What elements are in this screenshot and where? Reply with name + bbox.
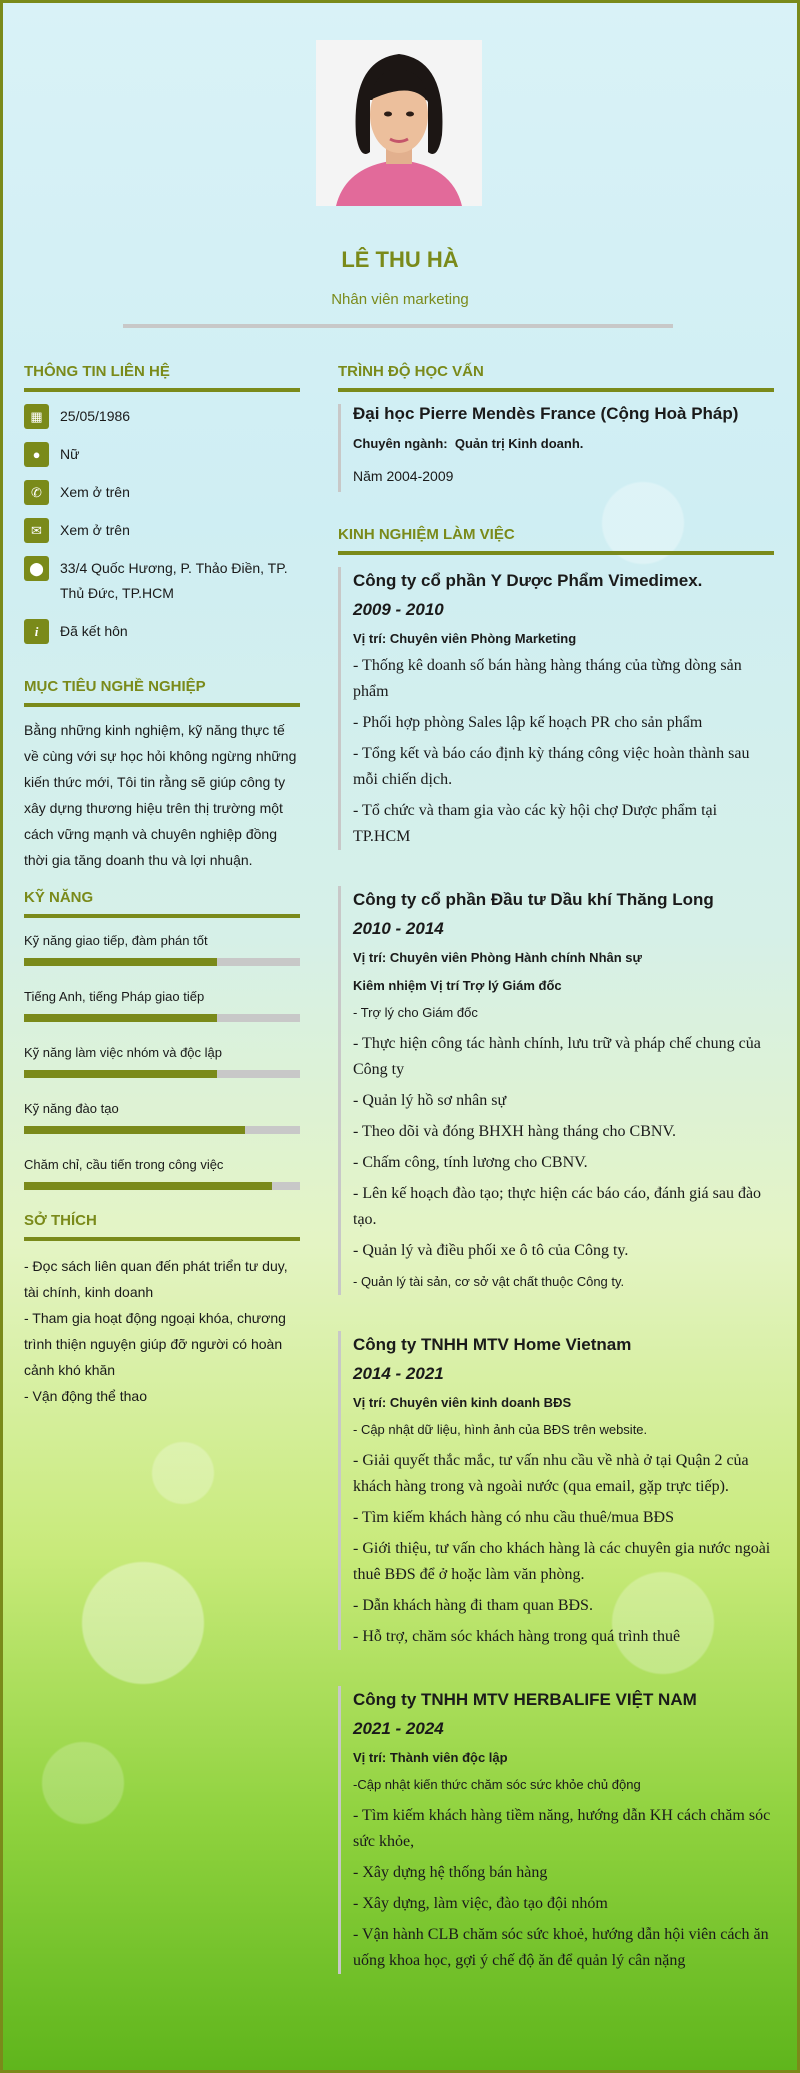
skill-bar [24,1182,300,1190]
user-icon: ● [24,442,49,467]
job-task: - Xây dựng hệ thống bán hàng [353,1864,548,1881]
job-task: - Xây dựng, làm việc, đào tạo đội nhóm [353,1895,608,1912]
contact-item [24,619,300,644]
job-task: - Quản lý hồ sơ nhân sự [353,1092,507,1109]
contact-item [24,518,300,543]
contact-item [24,480,300,505]
calendar-icon: ▦ [24,404,49,429]
header-divider [123,324,673,328]
left-column [24,363,300,1409]
email-icon: ✉ [24,518,49,543]
education-school: Đại học Pierre Mendès France (Cộng Hoà Pháp) [353,404,739,423]
job-role: Vị trí: Chuyên viên Phòng Marketing [353,631,577,646]
contact-text: 25/05/1986 [60,408,131,424]
experience-list [338,567,774,1974]
skill-bar-fill [24,1182,272,1190]
job-task: - Thống kê doanh số bán hàng hàng tháng của từng dòng sản phẩm [353,657,742,700]
job-task: - Tìm kiếm khách hàng có nhu cầu thuê/mua BĐS [353,1509,674,1526]
skill-bar [24,1126,300,1134]
job-company: Công ty TNHH MTV Home Vietnam [353,1335,632,1354]
experience-section-title: KINH NGHIỆM LÀM VIỆC [338,526,774,555]
contact-text: Nữ [60,446,80,462]
contact-item [24,404,300,429]
job-task: - Quản lý tài sản, cơ sở vật chất thuộc Công ty. [353,1274,625,1289]
candidate-name: LÊ THU HÀ [341,247,459,272]
job-task: - Dẫn khách hàng đi tham quan BĐS. [353,1597,593,1614]
skill-label: Tiếng Anh, tiếng Pháp giao tiếp [24,989,205,1004]
job-period: 2010 - 2014 [353,919,444,938]
education-major [353,434,774,454]
skills-section-title: KỸ NĂNG [24,889,300,918]
skill-bar-fill [24,1126,245,1134]
contact-text: Xem ở trên [60,484,130,500]
job-task: - Phối hợp phòng Sales lập kế hoạch PR cho sản phẩm [353,714,703,731]
job-entry [338,567,774,850]
job-task: - Tổ chức và tham gia vào các kỳ hội chợ Dược phẩm tại TP.HCM [353,802,718,845]
hobbies-section-title: SỞ THÍCH [24,1212,300,1241]
job-task: - Giới thiệu, tư vấn cho khách hàng là các chuyên gia nước ngoài thuê BĐS để ở hoặc làm văn phòng. [353,1540,771,1583]
contact-list [24,404,300,644]
phone-icon: ✆ [24,480,49,505]
job-task: - Tìm kiếm khách hàng tiềm năng, hướng dẫn KH cách chăm sóc sức khỏe, [353,1807,771,1850]
skill-bar-fill [24,958,217,966]
job-role: Vị trí: Chuyên viên kinh doanh BĐS [353,1395,572,1410]
education-major-label: Chuyên ngành: [353,436,448,451]
skill-item [24,986,300,1022]
skills-list [24,930,300,1190]
skill-item [24,1098,300,1134]
education-major-value: Quản trị Kinh doanh. [454,436,584,451]
job-company: Công ty cổ phần Y Dược Phẩm Vimedimex. [353,571,703,590]
job-task: - Trợ lý cho Giám đốc [353,1005,478,1020]
job-task: - Cập nhật dữ liệu, hình ảnh của BĐS trên website. [353,1422,648,1437]
candidate-job-title: Nhân viên marketing [331,291,469,308]
job-task: -Cập nhật kiến thức chăm sóc sức khỏe chủ động [353,1777,641,1792]
job-task: - Tổng kết và báo cáo định kỳ tháng công việc hoàn thành sau mỗi chiến dịch. [353,745,750,788]
job-task: - Giải quyết thắc mắc, tư vấn nhu cầu về nhà ở tại Quận 2 của khách hàng trong và ngoài nước (qua email, gặp trực tiếp). [353,1452,749,1495]
skill-label: Kỹ năng giao tiếp, đàm phán tốt [24,933,208,948]
job-period: 2014 - 2021 [353,1364,444,1383]
job-entry [338,1686,774,1974]
hobby-item: - Tham gia hoạt động ngoại khóa, chương trình thiện nguyện giúp đỡ người có hoàn cảnh khó khăn [24,1310,286,1378]
info-icon: i [24,619,49,644]
job-task: - Thực hiện công tác hành chính, lưu trữ và pháp chế chung của Công ty [353,1035,761,1078]
hobby-item: - Đọc sách liên quan đến phát triển tư duy, tài chính, kinh doanh [24,1258,288,1300]
job-role: Kiêm nhiệm Vị trí Trợ lý Giám đốc [353,978,562,993]
skill-bar [24,958,300,966]
skill-bar [24,1014,300,1022]
hobby-item: - Vận động thể thao [24,1388,147,1404]
job-company: Công ty TNHH MTV HERBALIFE VIỆT NAM [353,1690,697,1709]
contact-item [24,442,300,467]
skill-bar-fill [24,1070,217,1078]
education-years: Năm 2004-2009 [353,468,454,484]
hobbies-list [24,1253,300,1409]
job-task: - Lên kế hoạch đào tạo; thực hiện các báo cáo, đánh giá sau đào tạo. [353,1185,762,1228]
job-task: - Vận hành CLB chăm sóc sức khoẻ, hướng dẫn hội viên cách ăn uống khoa học, gợi ý chế độ ăn để quản lý cân nặng [353,1926,769,1969]
skill-label: Kỹ năng làm việc nhóm và độc lập [24,1045,222,1060]
education-block [338,404,774,492]
skill-bar-fill [24,1014,217,1022]
contact-item [24,556,300,606]
job-role: Vị trí: Thành viên độc lập [353,1750,508,1765]
skill-label: Kỹ năng đào tạo [24,1101,119,1116]
skill-label: Chăm chỉ, cầu tiến trong công việc [24,1157,224,1172]
contact-text: 33/4 Quốc Hương, P. Thảo Điền, TP. Thủ Đức, TP.HCM [60,560,288,601]
skill-item [24,930,300,966]
job-task: - Hỗ trợ, chăm sóc khách hàng trong quá trình thuê [353,1628,681,1645]
objective-section-title: MỤC TIÊU NGHỀ NGHIỆP [24,678,300,707]
job-task: - Chấm công, tính lương cho CBNV. [353,1154,588,1171]
job-period: 2021 - 2024 [353,1719,444,1738]
contact-text: Xem ở trên [60,522,130,538]
skill-item [24,1042,300,1078]
objective-text: Bằng những kinh nghiệm, kỹ năng thực tế về cùng với sự học hỏi không ngừng những kiến thức mới, Tôi tin rằng sẽ giúp công ty xây dựng thương hiệu trên thị trường một cách vững mạnh và chuyên nghiệp đồng thời gia tăng doanh thu và lợi nhuận. [24,722,297,868]
skill-bar [24,1070,300,1078]
job-role: Vị trí: Chuyên viên Phòng Hành chính Nhân sự [353,950,642,965]
job-entry [338,1331,774,1650]
contact-section-title: THÔNG TIN LIÊN HỆ [24,363,300,392]
profile-photo [316,40,482,206]
job-company: Công ty cổ phần Đầu tư Dầu khí Thăng Long [353,890,714,909]
skill-item [24,1154,300,1190]
job-period: 2009 - 2010 [353,600,444,619]
education-section-title: TRÌNH ĐỘ HỌC VẤN [338,363,774,392]
contact-text: Đã kết hôn [60,623,128,639]
location-icon: ⬤ [24,556,49,581]
right-column [338,363,774,2010]
job-task: - Quản lý và điều phối xe ô tô của Công ty. [353,1242,629,1259]
job-task: - Theo dõi và đóng BHXH hàng tháng cho CBNV. [353,1123,676,1140]
job-entry [338,886,774,1295]
